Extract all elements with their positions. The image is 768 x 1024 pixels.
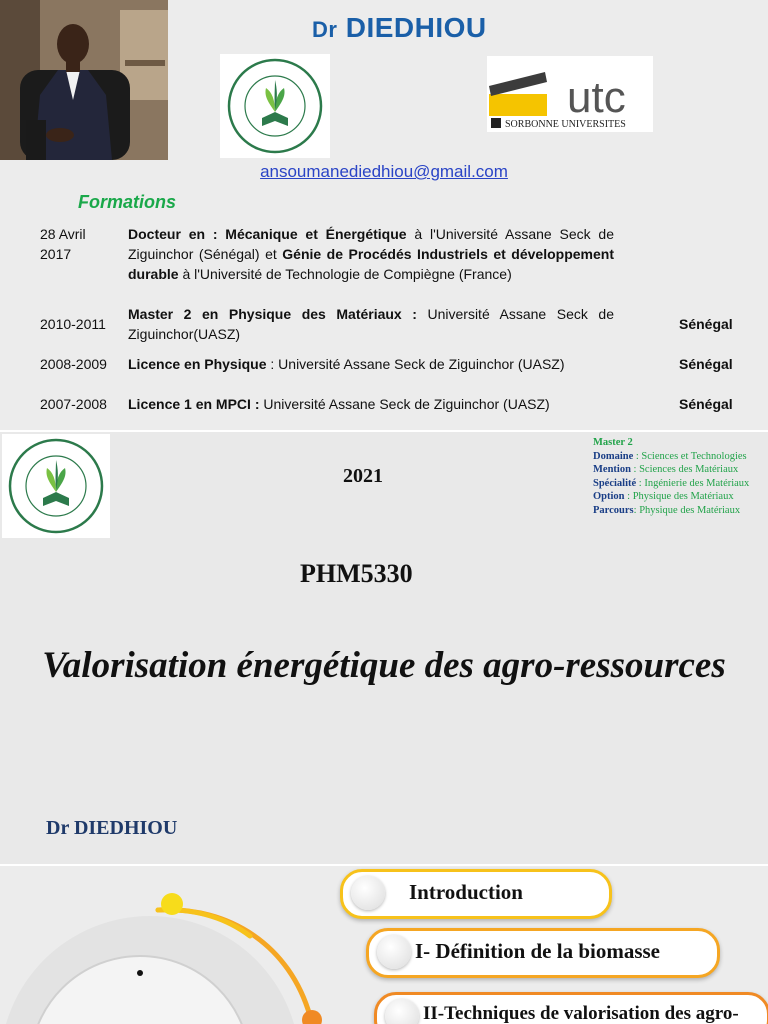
entry-date: 2010-2011 bbox=[40, 316, 106, 332]
title-name: DIEDHIOU bbox=[345, 12, 487, 43]
info-value: Physique des Matériaux bbox=[632, 491, 734, 502]
program-info bbox=[593, 436, 749, 517]
info-line: Domaine : Sciences et Technologies bbox=[593, 450, 747, 462]
degree-title: Master 2 en Physique des Matériaux : bbox=[128, 306, 417, 322]
country-label: Sénégal bbox=[679, 316, 733, 332]
info-key: Domaine bbox=[593, 450, 634, 462]
institution-text: à l'Université de Technologie de Compiègne (France) bbox=[178, 266, 512, 282]
bullet-knob-icon bbox=[377, 935, 411, 969]
utc-logo bbox=[487, 56, 653, 132]
info-value: Physique des Matériaux bbox=[639, 504, 741, 516]
profile-photo bbox=[0, 0, 168, 160]
education-row bbox=[0, 394, 768, 414]
svg-text:SORBONNE UNIVERSITES: SORBONNE UNIVERSITES bbox=[505, 119, 626, 130]
info-key: Parcours bbox=[593, 504, 634, 516]
entry-date: 2007-2008 bbox=[40, 396, 107, 412]
svg-text:utc: utc bbox=[567, 73, 626, 122]
info-key: Mention bbox=[593, 464, 631, 475]
degree-title: Licence 1 en MPCI : bbox=[128, 396, 260, 412]
year-label: 2021 bbox=[343, 465, 383, 487]
info-line: Option : Physique des Matériaux bbox=[593, 491, 734, 502]
course-title: Valorisation énergétique des agro-ressources bbox=[42, 645, 726, 686]
outline-item-definition[interactable] bbox=[366, 928, 720, 978]
institution-text: Université Assane Seck de Ziguinchor(UASZ) bbox=[128, 306, 614, 342]
entry-date: 2008-2009 bbox=[40, 356, 107, 372]
info-value: Ingénierie des Matériaux bbox=[644, 477, 750, 489]
date-line: 2017 bbox=[40, 246, 72, 262]
author-label: Dr DIEDHIOU bbox=[46, 817, 178, 839]
outline-item-label: I- Définition de la biomasse bbox=[415, 939, 661, 963]
bullet-knob-icon bbox=[351, 876, 385, 910]
cv-slide bbox=[0, 0, 768, 430]
info-key: Option bbox=[593, 491, 625, 502]
degree-title: Génie de Procédés Industriels et développement durable bbox=[128, 246, 614, 282]
outline-item-label: Introduction bbox=[409, 880, 523, 904]
section-heading: Formations bbox=[78, 192, 177, 212]
bullet-knob-icon bbox=[385, 999, 419, 1024]
institution-text: Université Assane Seck de Ziguinchor (UASZ) bbox=[259, 396, 550, 412]
education-row bbox=[0, 224, 768, 304]
outline-item-techniques[interactable] bbox=[374, 992, 768, 1024]
course-cover-slide bbox=[0, 432, 768, 864]
entry-description bbox=[128, 304, 614, 344]
degree-title: Licence en Physique bbox=[128, 356, 267, 372]
info-line: Spécialité : Ingénierie des Matériaux bbox=[593, 477, 750, 489]
uasz-logo bbox=[220, 54, 330, 158]
info-value: Sciences et Technologies bbox=[641, 450, 747, 462]
outline-item-introduction[interactable] bbox=[340, 869, 612, 919]
education-row bbox=[0, 304, 768, 344]
country-label: Sénégal bbox=[679, 356, 733, 372]
info-value: Sciences des Matériaux bbox=[639, 464, 739, 475]
level-label: Master 2 bbox=[593, 437, 633, 448]
education-row bbox=[0, 354, 768, 374]
info-key: Spécialité bbox=[593, 477, 637, 489]
entry-date bbox=[40, 224, 120, 264]
date-line: 28 Avril bbox=[40, 226, 86, 242]
country-label: Sénégal bbox=[679, 396, 733, 412]
entry-description bbox=[128, 394, 614, 414]
entry-description bbox=[128, 224, 614, 284]
info-line: Mention : Sciences des Matériaux bbox=[593, 464, 739, 475]
course-code: PHM5330 bbox=[300, 559, 413, 588]
page-title bbox=[312, 12, 487, 44]
outline-slide bbox=[0, 866, 768, 1024]
title-prefix: Dr bbox=[312, 17, 338, 42]
institution-text: : Université Assane Seck de Ziguinchor (UASZ) bbox=[266, 356, 565, 372]
uasz-logo bbox=[2, 434, 110, 538]
degree-title: Docteur en : Mécanique et Énergétique bbox=[128, 226, 407, 242]
info-line: Parcours: Physique des Matériaux bbox=[593, 504, 741, 516]
email-link[interactable]: ansoumanediedhiou@gmail.com bbox=[260, 162, 508, 181]
institution-text: à l'Université Assane Seck de Ziguinchor (Sénégal) et bbox=[128, 226, 614, 262]
outline-item-label: II-Techniques de valorisation des agro- bbox=[423, 1003, 739, 1024]
entry-description bbox=[128, 354, 614, 374]
